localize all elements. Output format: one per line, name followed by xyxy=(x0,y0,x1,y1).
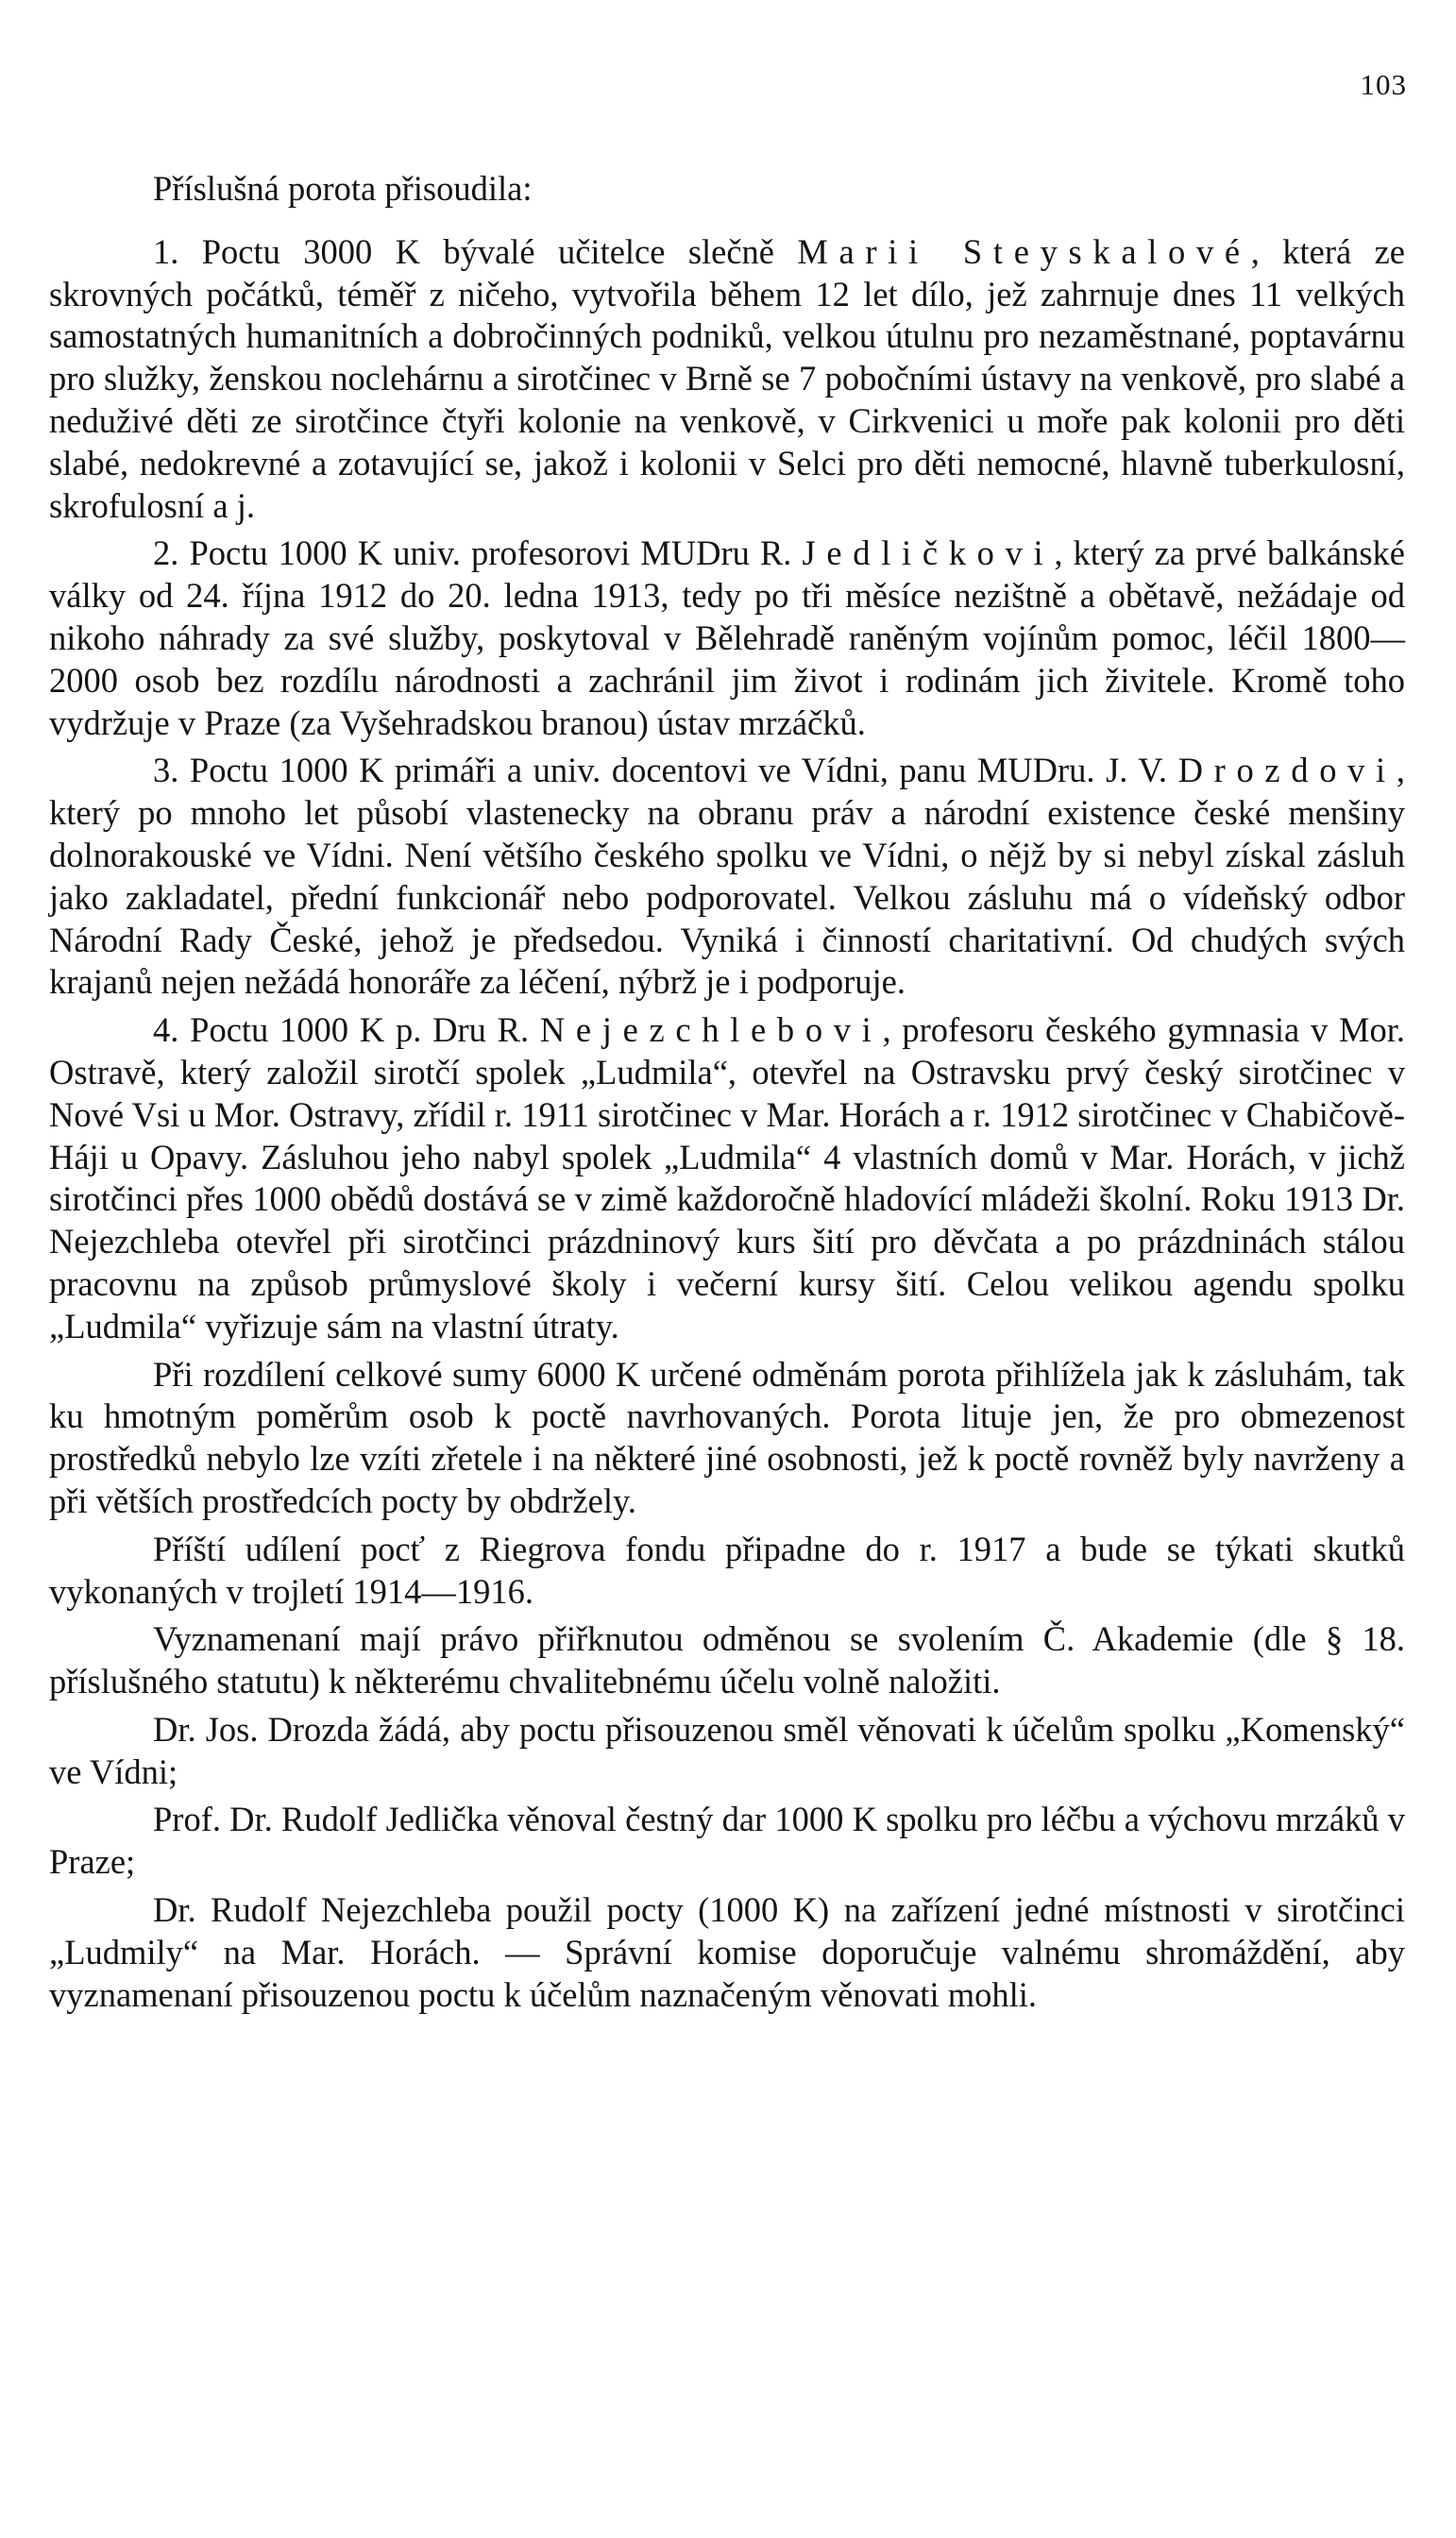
closing-paragraph-6: Dr. Rudolf Nejezchleba použil pocty (1000 K) na zařízení jedné místnosti v sirotčinci „Ludmily“ na Mar. Horách. — Správní komise doporučuje valnému shromáždění, aby vyznamenaní přisouzenou poctu k účelům naznačeným věnovati mohli. xyxy=(49,1890,1405,2014)
award-4-lead: 4. Poctu 1000 K p. Dru R. xyxy=(153,1010,540,1050)
award-3-lead: 3. Poctu 1000 K primáři a univ. docentovi ve Vídni, panu MUDru. J. V. xyxy=(153,751,1178,790)
intro-line: Příslušná porota přisoudila: xyxy=(153,169,533,208)
award-1-text: , která ze skrovných počátků, téměř z ničeho, vytvořila během 12 let dílo, jež zahrnuje dnes 11 velkých samostatných humanitních a dobročinných podniků, velkou útulnu pro nezaměstnané, poptavárnu pro služky, ženskou noclehárnu a sirotčinec v Brně se 7 pobočními ústavy na venkově, pro slabé a neduživé děti ze sirotčince čtyři kolonie na venkově, v Cirkvenici u moře pak kolonii pro děti slabé, nedokrevné a zotavující se, jakož i kolonii v Selci pro děti nemocné, hlavně tuberkulosní, skrofulosní a j. xyxy=(49,231,1405,525)
awardee-name-3: Drozdovi xyxy=(1177,751,1397,790)
closing-paragraph-5: Prof. Dr. Rudolf Jedlička věnoval čestný dar 1000 K spolku pro léčbu a výchovu mrzáků v Praze; xyxy=(49,1800,1405,1882)
awardee-name-1: Marii Steyskalové xyxy=(797,231,1251,271)
award-4-text: , profesoru českého gymnasia v Mor. Ostravě, který založil sirotčí spolek „Ludmila“, otevřel na Ostravsku prvý český sirotčinec v Nové Vsi u Mor. Ostravy, zřídil r. 1911 sirotčinec v Mar. Horách a r. 1912 sirotčinec v Chabičově-Háji u Opavy. Zásluhou jeho nabyl spolek „Ludmila“ 4 vlastních domů v Mar. Horách, v jichž sirotčinci přes 1000 obědů dostává se v zimě každoročně hladovící mládeži školní. Roku 1913 Dr. Nejezchleba otevřel při sirotčinci prázdninový kurs šití pro děvčata a po prázdninách stálou pracovnu na způsob průmyslové školy i večerní kursy šití. Celou velikou agendu spolku „Ludmila“ vyřizuje sám na vlastní útraty. xyxy=(49,1010,1405,1345)
award-2-lead: 2. Poctu 1000 K univ. profesorovi MUDru R. xyxy=(153,533,803,573)
award-3-text: , který po mnoho let působí vlastenecky na obranu práv a národní existence české menšiny dolnorakouské ve Vídni. Není většího českého spolku ve Vídni, o nějž by si nebyl získal zásluh jako zakladatel, přední funkcionář nebo podporovatel. Velkou zásluhu má o vídeňský odbor Národní Rady České, jehož je předsedou. Vyniká i činností charitativní. Od chudých svých krajanů nejen nežádá honoráře za léčení, nýbrž je i podporuje. xyxy=(49,751,1405,1002)
page-number: 103 xyxy=(1360,68,1407,101)
award-3 xyxy=(49,750,1405,1004)
closing-paragraph-1: Při rozdílení celkové sumy 6000 K určené odměnám porota přihlížela jak k zásluhám, tak ku hmotným poměrům osob k poctě navrhovaných. Porota lituje jen, že pro obmezenost prostředků nebylo lze vzíti zřetele i na některé jiné osobnosti, jež k poctě rovněž byly navrženy a při větších prostředcích pocty by obdržely. xyxy=(49,1354,1405,1520)
closing-paragraph-2: Příští udílení pocť z Riegrova fondu připadne do r. 1917 a bude se týkati skutků vykonaných v trojletí 1914—1916. xyxy=(49,1529,1405,1611)
award-1-lead: 1. Poctu 3000 K bývalé učitelce slečně xyxy=(153,231,798,271)
awardee-name-2: Jedličkovi xyxy=(802,533,1055,573)
awardee-name-4: Nejezchlebovi xyxy=(539,1010,883,1050)
award-1 xyxy=(49,231,1405,528)
closing-paragraph-4: Dr. Jos. Drozda žádá, aby poctu přisouzenou směl věnovati k účelům spolku „Komenský“ ve Vídni; xyxy=(49,1709,1405,1791)
document-body xyxy=(49,168,1405,2016)
award-2-text: , který za prvé balkánské války od 24. října 1912 do 20. ledna 1913, tedy po tři měsíce nezištně a obětavě, nežádaje od nikoho náhrady za své služby, poskytoval v Bělehradě raněným vojínům pomoc, léčil 1800—2000 osob bez rozdílu národnosti a zachránil jim život i rodinám jich živitele. Kromě toho vydržuje v Praze (za Vyšehradskou branou) ústav mrzáčků. xyxy=(49,533,1406,742)
closing-paragraph-3: Vyznamenaní mají právo přiřknutou odměnou se svolením Č. Akademie (dle § 18. příslušného statutu) k některému chvalitebnému účelu volně naložiti. xyxy=(49,1619,1405,1701)
award-4 xyxy=(49,1009,1405,1347)
award-2 xyxy=(49,533,1405,744)
